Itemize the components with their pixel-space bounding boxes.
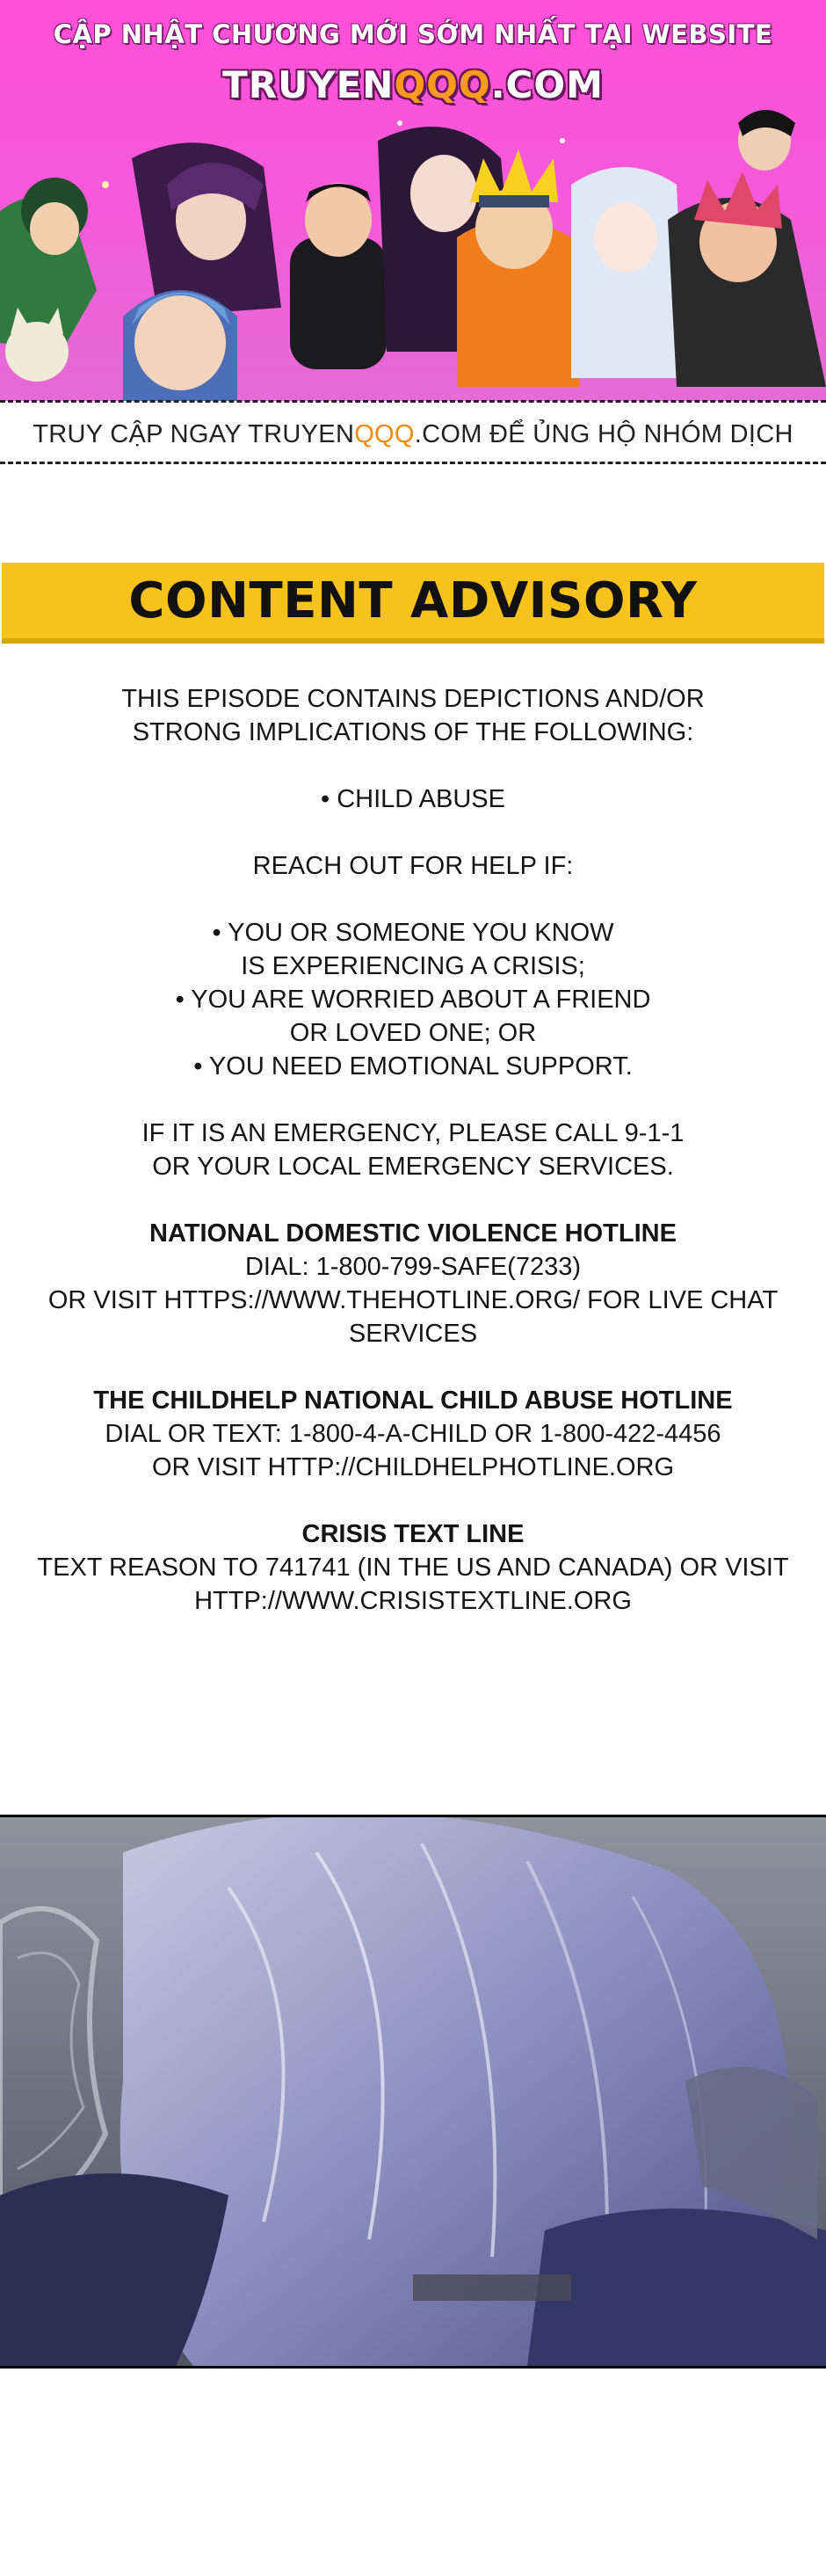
divider-bottom <box>0 462 826 464</box>
hotline-link[interactable]: OR VISIT HTTPS://WWW.THEHOTLINE.ORG/ FOR LIVE CHAT SERVICES <box>47 1286 779 1348</box>
hotline-contact: TEXT REASON TO 741741 (IN THE US AND CANADA) OR VISIT <box>37 1554 789 1582</box>
divider-top <box>0 400 826 403</box>
hotline-name: NATIONAL DOMESTIC VIOLENCE HOTLINE <box>149 1219 677 1248</box>
banner-tagline: CẬP NHẬT CHƯƠNG MỚI SỚM NHẤT TẠI WEBSITE <box>53 19 773 49</box>
hotline-link[interactable]: HTTP://WWW.CRISISTEXTLINE.ORG <box>194 1587 632 1615</box>
condition-line: OR LOVED ONE; OR <box>289 1019 537 1047</box>
emergency-line: OR YOUR LOCAL EMERGENCY SERVICES. <box>152 1153 674 1181</box>
topic-line: • CHILD ABUSE <box>321 785 505 813</box>
condition-line: • YOU ARE WORRIED ABOUT A FRIEND <box>175 986 651 1014</box>
logo-accent: QQQ <box>394 63 491 106</box>
hotline-name: CRISIS TEXT LINE <box>301 1520 525 1548</box>
site-banner[interactable] <box>0 0 826 401</box>
hotline-contact: DIAL OR TEXT: 1-800-4-A-CHILD OR 1-800-422-4456 <box>105 1420 721 1448</box>
site-logo[interactable] <box>0 63 826 106</box>
emergency-line: IF IT IS AN EMERGENCY, PLEASE CALL 9-1-1 <box>141 1119 685 1147</box>
condition-line: • YOU OR SOMEONE YOU KNOW <box>212 919 614 947</box>
access-prefix: TRUY CẬP NGAY TRUYEN <box>33 420 355 448</box>
access-suffix: .COM ĐỂ ỦNG HỘ NHÓM DỊCH <box>414 420 793 448</box>
comic-panel <box>0 1815 826 2369</box>
advisory-text <box>0 682 826 1618</box>
anime-characters-illustration <box>0 88 826 401</box>
content-advisory-header <box>2 563 824 644</box>
hotline-contact: DIAL: 1-800-799-SAFE(7233) <box>244 1253 582 1281</box>
condition-line: • YOU NEED EMOTIONAL SUPPORT. <box>193 1052 633 1081</box>
reach-out-line: REACH OUT FOR HELP IF: <box>252 852 574 880</box>
logo-prefix: TRUYEN <box>222 63 395 106</box>
advisory-title: CONTENT ADVISORY <box>128 571 698 629</box>
access-accent: QQQ <box>354 420 415 448</box>
condition-line: IS EXPERIENCING A CRISIS; <box>241 952 585 980</box>
logo-suffix: .COM <box>490 63 604 106</box>
access-site-link[interactable] <box>0 420 826 449</box>
comic-panel-illustration <box>0 1817 826 2366</box>
intro-line: STRONG IMPLICATIONS OF THE FOLLOWING: <box>132 718 694 746</box>
hotline-name: THE CHILDHELP NATIONAL CHILD ABUSE HOTLINE <box>93 1386 733 1415</box>
intro-line: THIS EPISODE CONTAINS DEPICTIONS AND/OR <box>121 685 705 713</box>
hotline-link[interactable]: OR VISIT HTTP://CHILDHELPHOTLINE.ORG <box>151 1453 675 1481</box>
